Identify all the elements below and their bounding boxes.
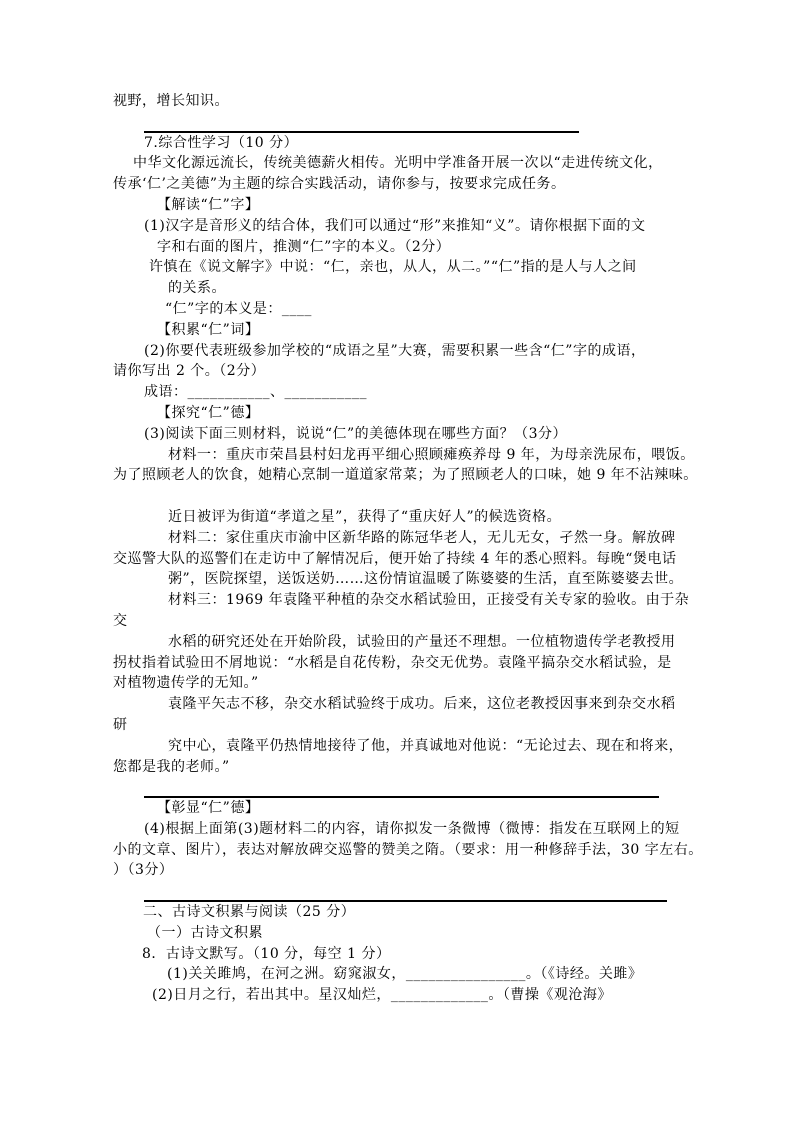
text-line: (4)根据上面第(3)题材料二的内容，请你拟发一条微博（微博：指发在互联网上的短 <box>144 820 680 837</box>
text-line: 【探究“仁”德】 <box>157 404 260 421</box>
text-line: 您都是我的老师。” <box>113 758 230 775</box>
text-line: 的关系。 <box>168 280 226 297</box>
text-line: 【彰显“仁”德】 <box>157 800 260 817</box>
text-line: 拐杖指着试验田不屑地说：“水稻是自花传粉，杂交无优势。袁隆平搞杂交水稻试验，是 <box>113 654 672 671</box>
text-line: 【解读“仁”字】 <box>157 196 260 213</box>
text-line: 交 <box>113 612 128 629</box>
text-line: 字和右面的图片，推测“仁”字的本义。（2分） <box>157 238 451 255</box>
text-line: 许慎在《说文解字》中说：“仁，亲也，从人，从二。”“仁”指的是人与人之间 <box>149 259 637 276</box>
text-line: 近日被评为街道“孝道之星”，获得了“重庆好人”的候选资格。 <box>168 508 562 525</box>
text-line: 对植物遗传学的无知。” <box>113 675 259 692</box>
text-line: 究中心，袁隆平仍热情地接待了他，并真诚地对他说：“无论过去、现在和将来， <box>168 737 684 754</box>
text-line: 材料三：1969 年袁隆平种植的杂交水稻试验田，正接受有关专家的验收。由于杂 <box>168 592 690 609</box>
text-line: 研 <box>113 716 128 733</box>
text-line: 请你写出 2 个。（2分） <box>113 363 266 380</box>
section-divider <box>113 112 734 133</box>
text-line: 材料二：家住重庆市渝中区新华路的陈冠华老人，无儿无女，孑然一身。解放碑 <box>168 529 676 546</box>
text-line: 【积累“仁”词】 <box>157 321 260 338</box>
text-line: ）（3分） <box>113 862 174 879</box>
text-line: 交巡警大队的巡警们在走访中了解情况后，便开始了持续 4 年的悉心照料。每晚“煲电话 <box>113 550 677 567</box>
section-divider <box>113 777 734 798</box>
text-line: “仁”字的本义是：____ <box>165 300 312 317</box>
text-line: 7.综合性学习（10 分） <box>144 134 299 151</box>
blank-line <box>113 486 734 507</box>
text-line: 为了照顾老人的饮食，她精心烹制一道道家常菜；为了照顾老人的口味，她 9 年不沾辣味。 <box>113 467 698 484</box>
text-line: 水稻的研究还处在开始阶段，试验田的产量还不理想。一位植物遗传学老教授用 <box>168 633 676 650</box>
text-line: (1)关关雎鸠，在河之洲。窈窕淑女，________________。（《诗经。关雎》 <box>167 966 643 983</box>
text-line: 8．古诗文默写。（10 分，每空 1 分） <box>142 945 391 962</box>
text-line: (2)日月之行，若出其中。星汉灿烂，_____________。（曹操《观沧海》 <box>152 987 612 1004</box>
text-line: (1)汉字是音形义的结合体，我们可以通过“形”来推知“义”。请你根据下面的文 <box>144 217 646 234</box>
text-line: 传承‘仁’之美德”为主题的综合实践活动，请你参与，按要求完成任务。 <box>113 176 566 193</box>
text-line: (2)你要代表班级参加学校的“成语之星”大赛，需要积累一些含“仁”字的成语， <box>144 342 646 359</box>
text-line: 视野，增长知识。 <box>113 93 229 109</box>
text-line: 粥”，医院探望，送饭送奶……这份情谊温暖了陈婆婆的生活，直至陈婆婆去世。 <box>168 571 684 588</box>
section-divider <box>113 881 734 902</box>
text-line: （一）古诗文积累 <box>147 924 263 941</box>
text-line: 成语：___________、___________ <box>144 384 367 401</box>
text-line: 小的文章、图片），表达对解放碑交巡警的赞美之隋。（要求：用一种修辞手法，30 字左右。 <box>113 841 703 858</box>
text-line: 袁隆平矢志不移，杂交水稻试验终于成功。后来，这位老教授因事来到杂交水稻 <box>168 696 676 713</box>
text-line: 中华文化源远流长，传统美德薪火相传。光明中学准备开展一次以“走进传统文化， <box>133 155 663 172</box>
text-line: 二、古诗文积累与阅读（25 分） <box>143 904 356 921</box>
text-line: (3)阅读下面三则材料，说说“仁”的美德体现在哪些方面？（3分） <box>144 425 568 442</box>
text-line: 材料一：重庆市荣昌县村妇龙再平细心照顾瘫痪养母 9 年，为母亲洗尿布，喂饭。 <box>168 446 695 463</box>
